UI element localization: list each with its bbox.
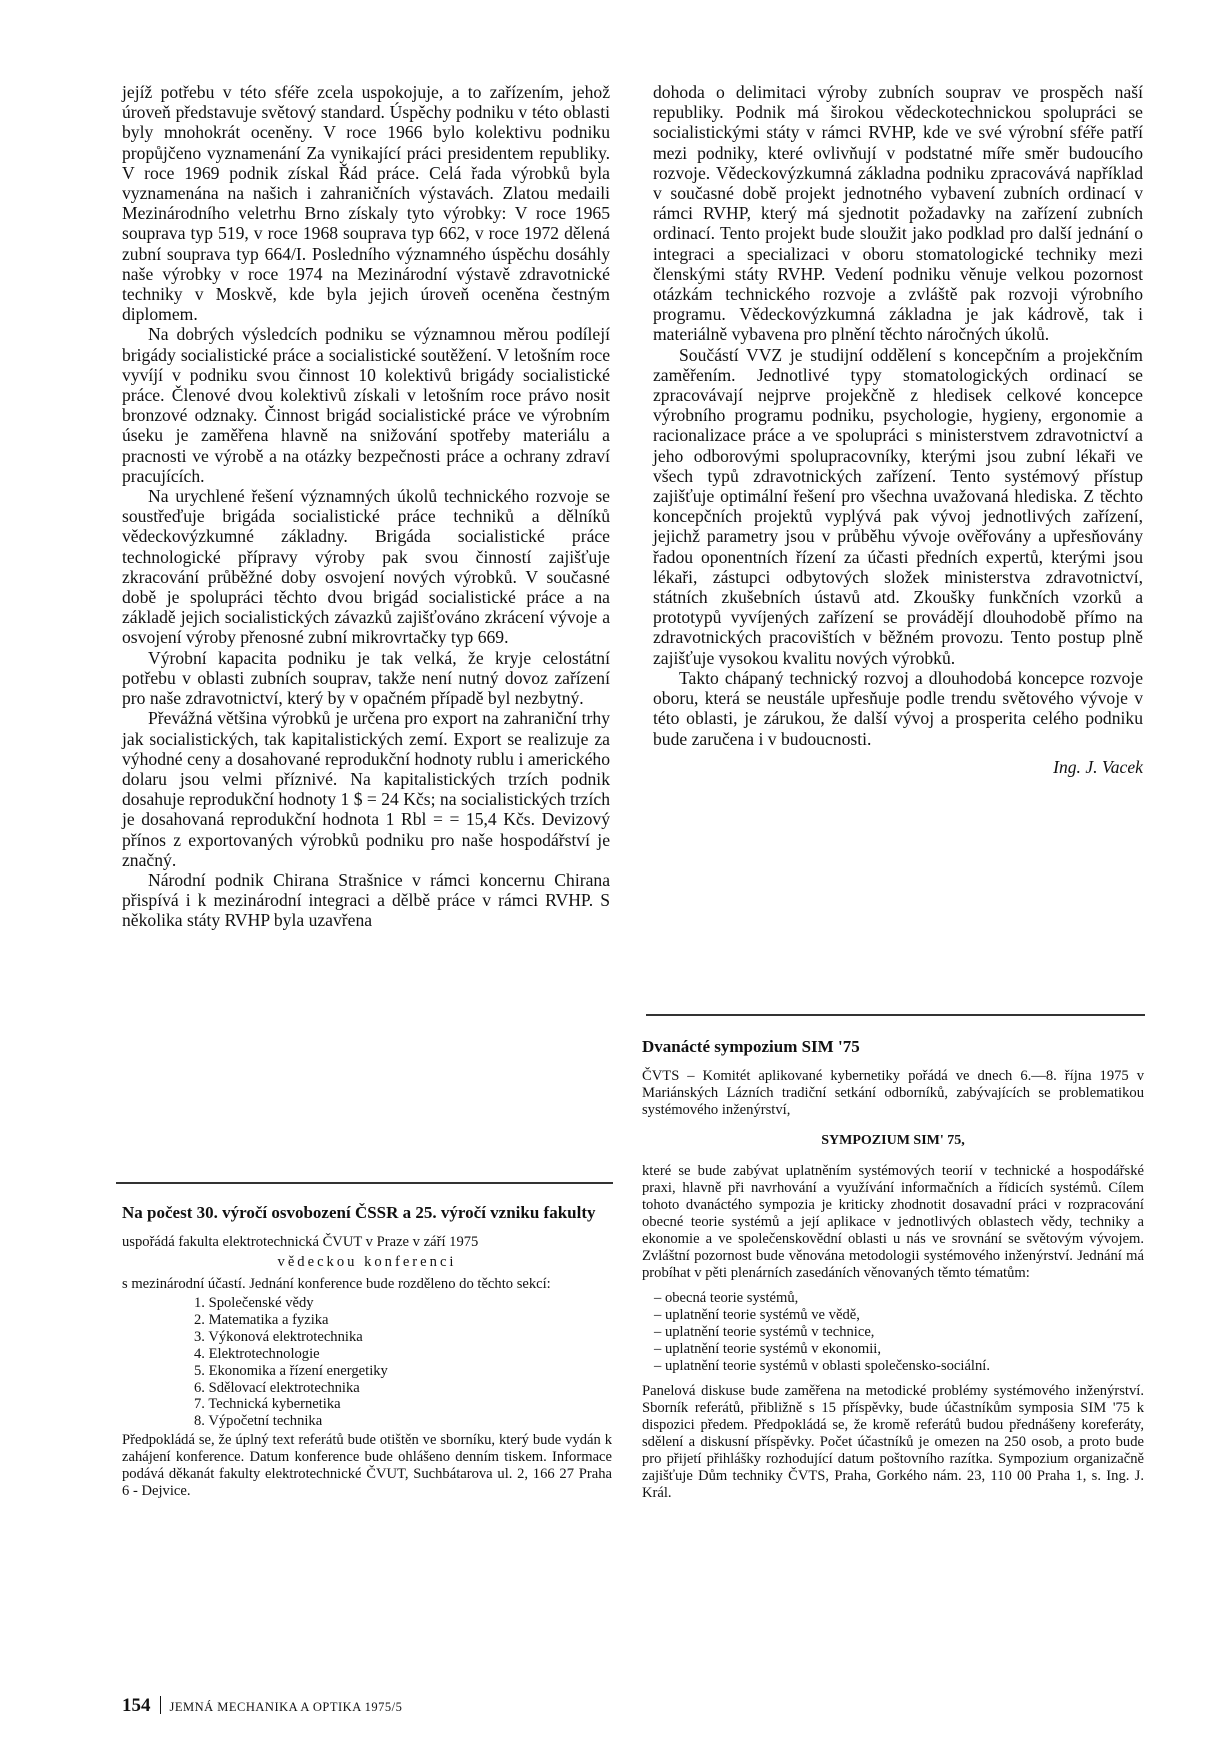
symposium-heading: Dvanácté sympozium SIM '75 — [642, 1037, 860, 1056]
symposium-text: Panelová diskuse bude zaměřena na metodické problémy systémového inženýrství. Sborník referátů, přibližně s 15 příspěvky, bude účastníkům symposia SIM '75 k dispozici předem. Předpokládá se, že kromě referátů budou přednášeny koreferáty, sdělení a diskusní příspěvky. Počet účastníků je omezen na 250 osob, a proto bude pro přijetí přihlášky rozhodující datum poštovního razítka. Sympozium organizačně zajišťuje Dům techniky ČVTS, Praha, Gorkého nám. 23, 110 00 Praha 1, s. Ing. J. Král. — [642, 1383, 1144, 1501]
symposium-title: SYMPOZIUM SIM' 75, — [821, 1133, 965, 1148]
list-item: 7. Technická kybernetika — [194, 1396, 341, 1413]
article-paragraph: dohoda o delimitaci výroby zubních souprav ve prospěch naší republiky. Podnik má širokou vědeckotechnickou spolupráci se socialistickými státy v rámci RVHP, kde ve své výrobní sféře patří mezi podniky, které ovlivňují v podstatné míře směr budoucího rozvoje. Vědeckovýzkumná základna podniku zpracovává například v současné době projekt jednotného vybavení zubních ordinací v rámci RVHP, který má sjednotit požadavky na zařízení zubních ordinací. Tento projekt bude sloužit jako podklad pro další jednání o integraci a specializaci v oboru stomatologické techniky mezi členskými státy RVHP. Vedení podniku věnuje velkou pozornost otázkám technického rozvoje a zvláště pak rozvoji výrobního programu. Vědeckovýzkumná základna je jak kádrově, tak i materiálně vybavena pro plnění těchto náročných úkolů. — [653, 82, 1143, 345]
list-item: – uplatnění teorie systémů v oblasti společensko-sociální. — [654, 1358, 990, 1374]
author-signature: Ing. J. Vacek — [1053, 756, 1143, 777]
list-item: – uplatnění teorie systémů v ekonomii, — [654, 1341, 881, 1357]
conference-notice — [122, 1202, 612, 1500]
conference-heading: Na počest 30. výročí osvobození ČSSR a 25. výročí vzniku fakulty — [122, 1203, 596, 1222]
list-item: – uplatnění teorie systémů v technice, — [654, 1324, 875, 1340]
list-item: 8. Výpočetní technika — [194, 1413, 323, 1430]
conference-text: s mezinárodní účastí. Jednání konference bude rozděleno do těchto sekcí: — [122, 1276, 551, 1292]
symposium-intro: ČVTS – Komitét aplikované kybernetiky pořádá ve dnech 6.—8. října 1975 v Mariánských Lázních tradiční setkání odborníků, zabývajících se problematikou systémového inženýrství, — [642, 1068, 1144, 1118]
journal-title: JEMNÁ MECHANIKA A OPTIKA 1975/5 — [169, 1700, 403, 1714]
list-item: 3. Výkonová elektrotechnika — [194, 1328, 363, 1345]
article-paragraph: jejíž potřebu v této sféře zcela uspokojuje, a to zařízením, jehož úroveň představuje světový standard. Úspěchy podniku v této oblasti byly mnohokrát oceněny. V roce 1966 bylo kolektivu podniku propůjčeno vyznamenání Za vynikající práci presidentem republiky. V roce 1969 podnik získal Řád práce. Celá řada výrobků byla vyznamenána na našich i zahraničních výstavách. Zlatou medaili Mezinárodního veletrhu Brno získaly tyto výrobky: V roce 1965 souprava typ 519, v roce 1968 souprava typ 662, v roce 1972 dělená zubní souprava typ 664/I. Posledního významného úspěchu dosáhly naše výrobky v roce 1974 na Mezinárodní výstavě zdravotnické techniky v Moskvě, kde byla jejich úroveň oceněna čestným diplomem. — [122, 82, 610, 325]
article-paragraph: Na urychlené řešení významných úkolů technického rozvoje se soustřeďuje brigáda socialistické práce techniků a dělníků vědeckovýzkumné základny. Brigáda socialistické práce technologické přípravy výroby pak svou činností zajišťuje zkracování průběžné doby osvojení nových výrobků. V současné době je spolupráci těchto dvou brigád socialistické práce a na základě jejich socialistických závazků zajišťováno zkrácení vývoje a osvojení výroby přenosné zubní mikrovrtačky typ 669. — [122, 486, 610, 648]
symposium-notice — [642, 1036, 1144, 1502]
symposium-topics-list — [654, 1290, 1144, 1375]
page-footer — [122, 1696, 402, 1718]
article-paragraph: Na dobrých výsledcích podniku se významnou měrou podílejí brigády socialistické práce a socialistické soutěžení. V letošním roce vyvíjí v podniku svou činnost 10 kolektivů brigády socialistické práce. Členové dvou kolektivů získali v letošním roce právo nosit bronzové odznaky. Činnost brigád socialistické práce ve výrobním úseku je zaměřena hlavně na snižování spotřeby materiálu a pracnosti ve výrobě a na otázky bezpečnosti práce a ochrany zdraví pracujících. — [122, 324, 610, 486]
article-paragraph: Výrobní kapacita podniku je tak velká, že kryje celostátní potřebu v oblasti zubních souprav, takže není nutný dovoz zařízení pro naše zdravotnictví, který by v opačném případě byl nezbytný. — [122, 647, 610, 709]
section-divider — [116, 1182, 613, 1184]
symposium-text: které se bude zabývat uplatněním systémových teorií v technické a hospodářské praxi, hlavně při navrhování a využívání informačních a řídicích systémů. Cílem tohoto dvanáctého sympozia je kriticky zhodnotit dosavadní práci v rozpracování obecné teorie systémů a její aplikace v jednotlivých oblastech vědy, techniky a ekonomie a ve společenskovědní oblasti u nás ve srovnání se světovým vývojem. Zvláštní pozornost bude věnována metodologii systémového inženýrství. Jednání má probíhat v pěti plenárních zasedáních věnovaných těmto tématům: — [642, 1163, 1144, 1281]
list-item: – uplatnění teorie systémů ve vědě, — [654, 1307, 860, 1323]
list-item: 1. Společenské vědy — [194, 1295, 314, 1311]
conference-sections-list — [194, 1295, 612, 1430]
conference-title: vědeckou konferenci — [277, 1254, 457, 1270]
list-item: 5. Ekonomika a řízení energetiky — [194, 1362, 388, 1379]
article-paragraph: Národní podnik Chirana Strašnice v rámci koncernu Chirana přispívá i k mezinárodní integraci a dělbě práce v rámci RVHP. S několika státy RVHP byla uzavřena — [122, 869, 610, 931]
list-item: 6. Sdělovací elektrotechnika — [194, 1379, 360, 1396]
list-item: 2. Matematika a fyzika — [194, 1311, 329, 1328]
footer-divider — [160, 1696, 161, 1714]
section-divider — [646, 1014, 1145, 1016]
conference-text: Předpokládá se, že úplný text referátů bude otištěn ve sborníku, který bude vydán k zahájení konference. Datum konference bude ohlášeno denním tiskem. Informace podává děkanát fakulty elektrotechnické ČVUT, Suchbátarova ul. 2, 166 27 Praha 6 - Dejvice. — [122, 1432, 612, 1500]
page-number: 154 — [122, 1695, 151, 1716]
article-paragraph: Takto chápaný technický rozvoj a dlouhodobá koncepce rozvoje oboru, která se neustále upřesňuje podle trendu světového vývoje v této oblasti, je zárukou, že další vývoj a prosperita celého podniku bude zaručena i v budoucnosti. — [653, 667, 1143, 749]
list-item: – obecná teorie systémů, — [654, 1290, 799, 1306]
article-paragraph: Součástí VVZ je studijní oddělení s koncepčním a projekčním zaměřením. Jednotlivé typy stomatologických ordinací se zpracovávají nejprve projekčně z hledisek celkové koncepce výrobního programu podniku, psychologie, hygieny, ergonomie a racionalizace práce a ve spolupráci s ministerstvem zdravotnictví a jeho odborovými spolupracovníky, kterými jsou zubní lékaři ve všech typů zdravotnických zařízení. Tento systémový přístup zajišťuje optimální řešení pro všechna uvažovaná hlediska. Z těchto koncepčních projektů vyplývá pak vývoj jednotlivých zařízení, jejichž parametry jsou v průběhu vývoje ověřovány a upřesňovány řadou oponentních řízení za účasti předních expertů, kterými jsou lékaři, zástupci odbytových složek ministerstva zdravotnictví, státních zkušebních ústavů atd. Zkoušky funkčních vzorků a prototypů vyvíjených zařízení se provádějí dlouhodobě přímo na zdravotnických pracovištích v běžném provozu. Tento postup plně zajišťuje vysokou kvalitu nových výrobků. — [653, 344, 1143, 668]
article-paragraph: Převážná většina výrobků je určena pro export na zahraniční trhy jak socialistických, tak kapitalistických zemí. Export se realizuje za výhodné ceny a dosahované reprodukční hodnoty rublu i amerického dolaru jsou velmi příznivé. Na kapitalistických trzích podnik dosahuje reprodukční hodnoty 1 $ = 24 Kčs; na socialistických trzích je dosahovaná reprodukční hodnota 1 Rbl = = 15,4 Kčs. Devizový přínos z exportovaných výrobků podniku pro naše hospodářství je značný. — [122, 708, 610, 870]
list-item: 4. Elektrotechnologie — [194, 1345, 320, 1362]
conference-intro: uspořádá fakulta elektrotechnická ČVUT v Praze v září 1975 — [122, 1234, 479, 1250]
article-right-column — [653, 82, 1143, 778]
article-left-column — [122, 82, 610, 931]
